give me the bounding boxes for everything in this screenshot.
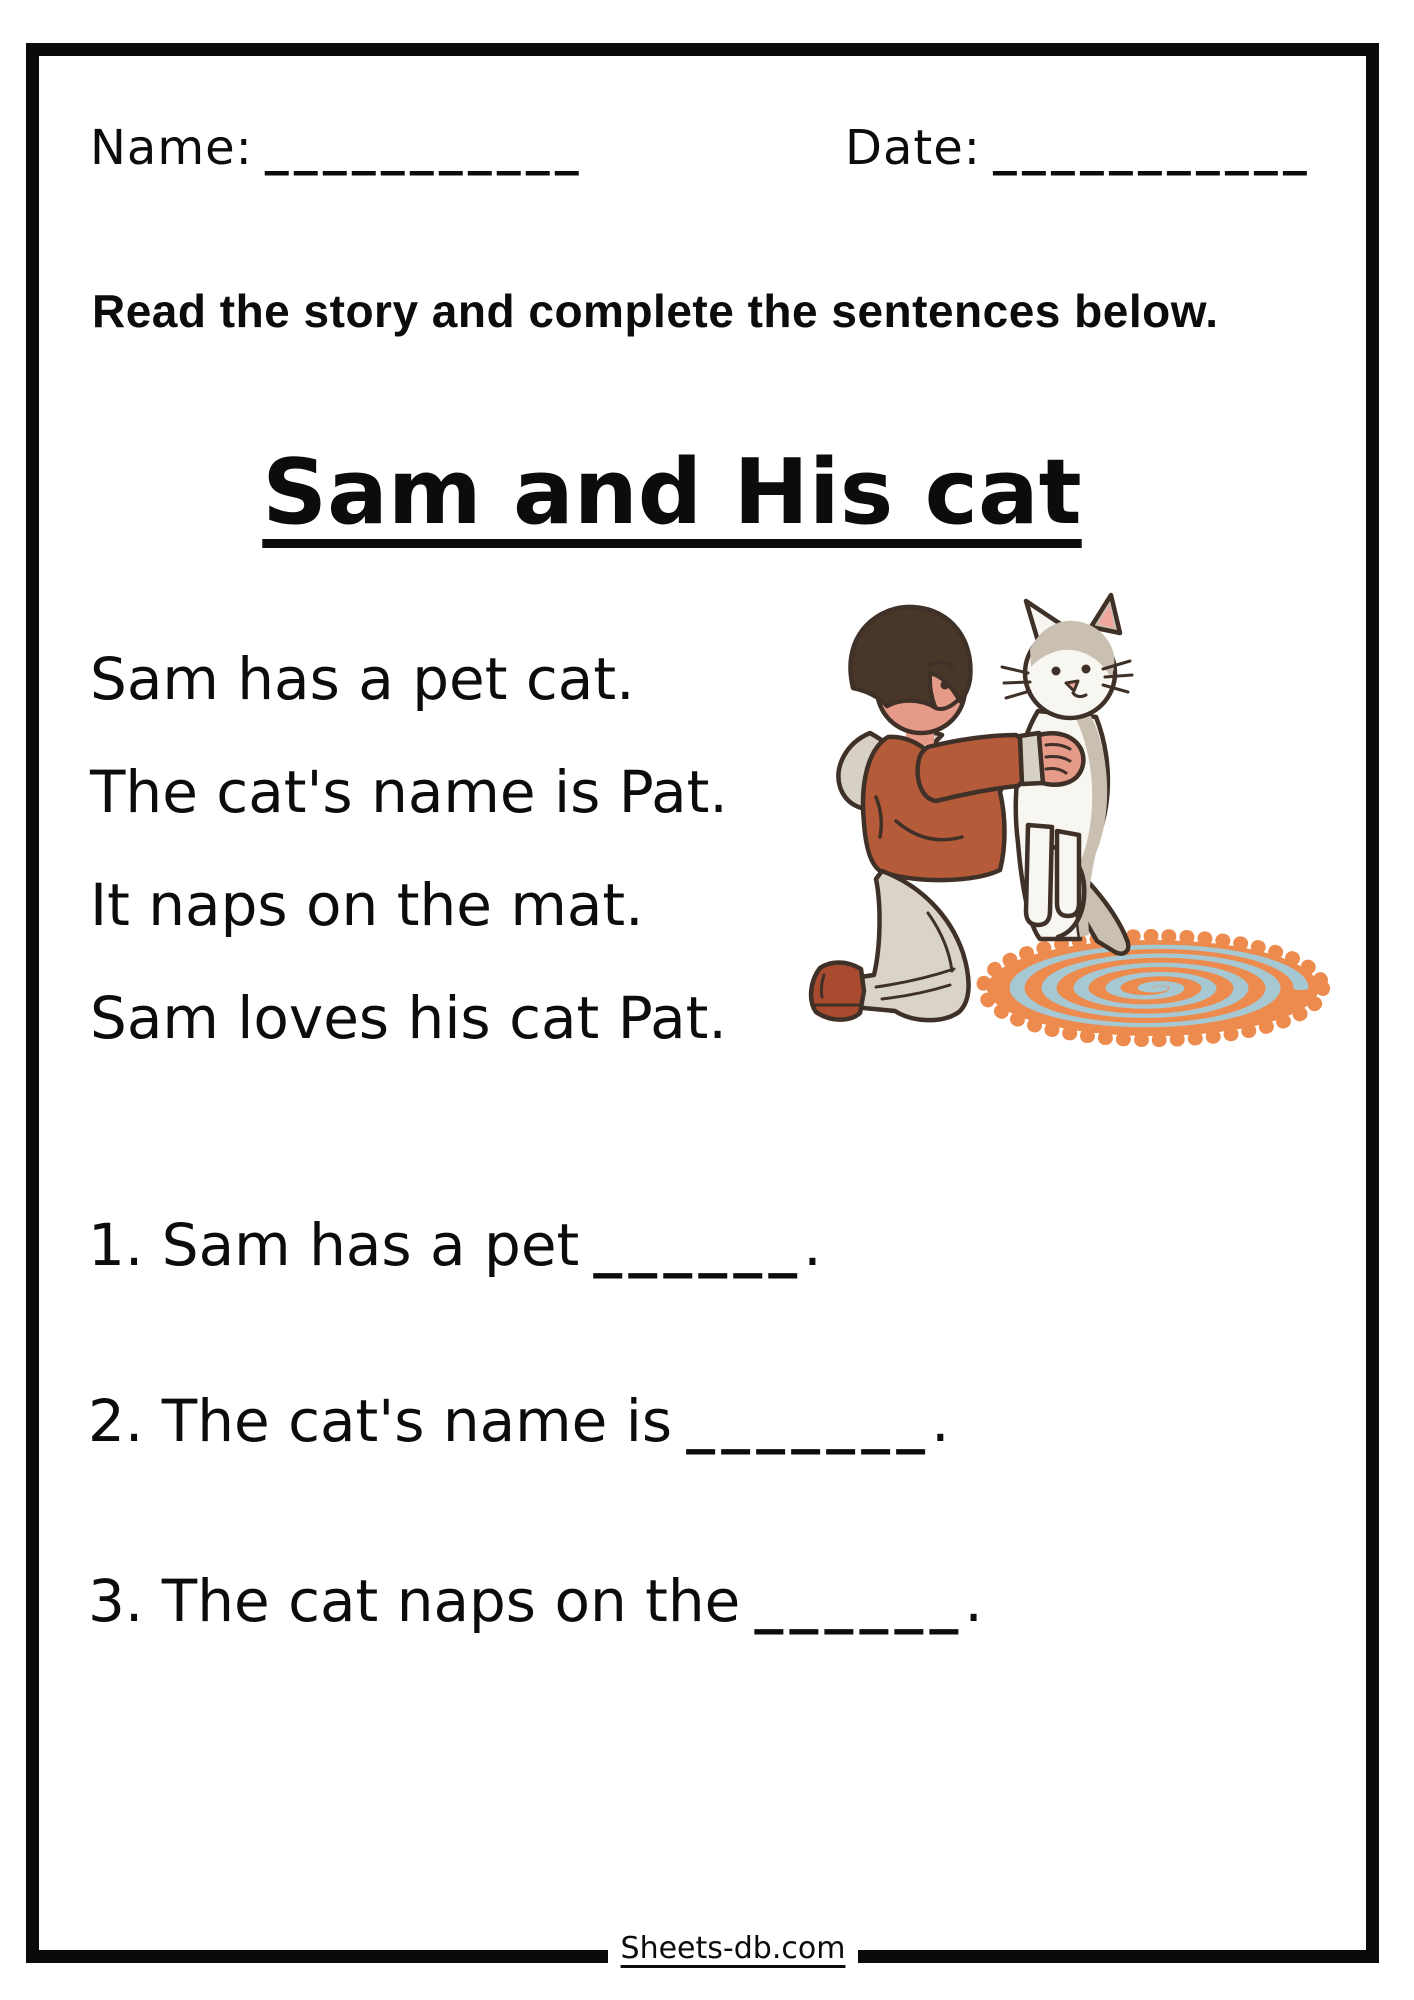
site-credit: Sheets-db.com: [608, 1918, 858, 1972]
boy-boot: [811, 963, 864, 1020]
boy-hair: [850, 607, 970, 707]
question-text: 3. The cat naps on the: [88, 1567, 741, 1635]
story-text: [90, 623, 728, 1075]
date-field-row: [845, 120, 1312, 176]
story-line: The cat's name is Pat.: [90, 758, 728, 826]
story-line: Sam has a pet cat.: [90, 645, 635, 713]
answer-blank: ______: [754, 1567, 965, 1635]
story-illustration: [780, 585, 1345, 1050]
boy-hand: [1039, 733, 1083, 785]
boy-arm: [918, 735, 1022, 801]
boy-eye: [941, 681, 950, 690]
spiral-rug: [983, 936, 1323, 1040]
story-line: Sam loves his cat Pat.: [90, 984, 727, 1052]
date-label: Date:: [845, 120, 981, 176]
question-period: .: [964, 1567, 983, 1635]
question-text: 1. Sam has a pet: [88, 1211, 580, 1279]
name-label: Name:: [90, 120, 253, 176]
name-blank-line: ___________: [264, 120, 584, 176]
question-item: [88, 1387, 950, 1455]
story-line: It naps on the mat.: [90, 871, 644, 939]
story-title: Sam and His cat: [262, 440, 1082, 545]
question-item: [88, 1211, 822, 1279]
answer-blank: ______: [593, 1211, 804, 1279]
cat-eye: [1082, 665, 1091, 674]
date-blank-line: ___________: [992, 120, 1312, 176]
cat-front-leg: [1057, 831, 1079, 916]
instruction-text: Read the story and complete the sentences below.: [92, 285, 1219, 337]
question-period: .: [803, 1211, 822, 1279]
answer-blank: _______: [686, 1387, 932, 1455]
cat-eye: [1052, 667, 1061, 676]
question-period: .: [931, 1387, 950, 1455]
name-field-row: [90, 120, 584, 176]
cat-front-leg: [1026, 825, 1052, 925]
question-text: 2. The cat's name is: [88, 1387, 673, 1455]
question-item: [88, 1567, 983, 1635]
